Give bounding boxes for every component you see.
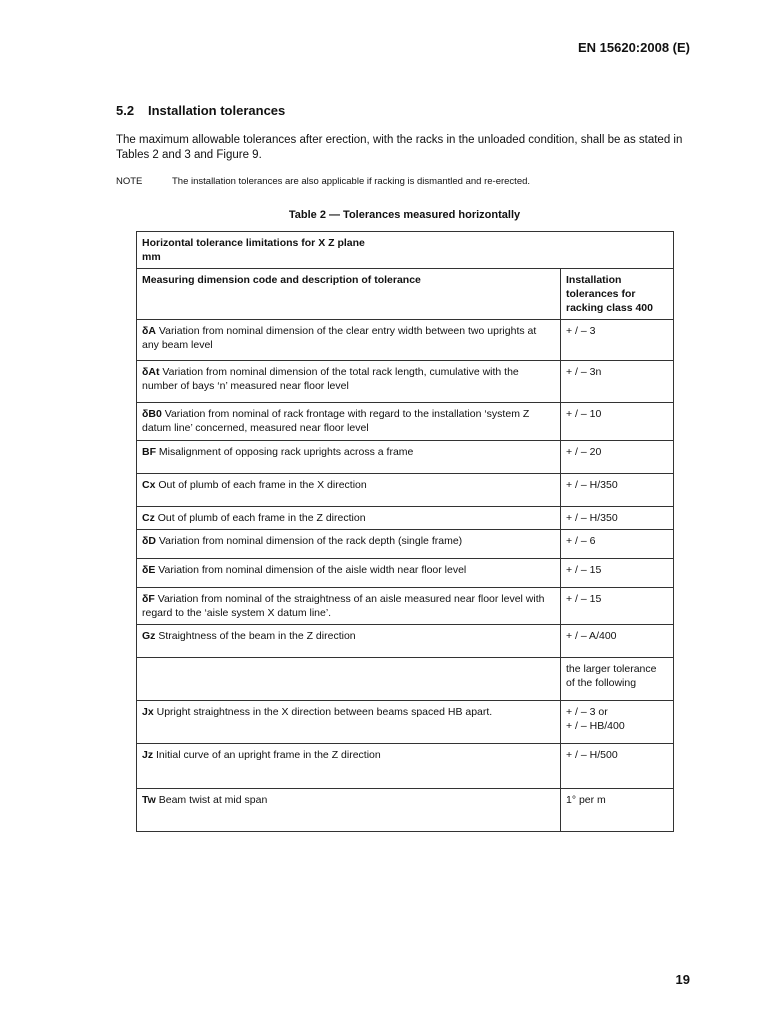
table-header-row (137, 269, 674, 320)
table-title: Horizontal tolerance limitations for X Z plane (142, 237, 365, 249)
row-tolerance: + / – 6 (561, 530, 674, 559)
row-description: Variation from nominal dimension of the clear entry width between two uprights at any beam level (142, 325, 537, 351)
table-unit: mm (142, 251, 161, 263)
table-row (137, 625, 674, 658)
row-description: Initial curve of an upright frame in the Z direction (156, 749, 381, 761)
row-description: Out of plumb of each frame in the X direction (158, 479, 367, 491)
row-tolerance: + / – 15 (561, 588, 674, 625)
table-row (137, 530, 674, 559)
row-tolerance: + / – H/500 (561, 744, 674, 789)
row-tolerance-line2: + / – HB/400 (566, 720, 625, 732)
row-tolerance: + / – 3n (561, 361, 674, 403)
row-tolerance (561, 701, 674, 744)
row-tolerance: + / – 3 (561, 320, 674, 361)
row-description: Variation from nominal dimension of the total rack length, cumulative with the number of bays ‘n’ measured near floor level (142, 366, 519, 392)
col1-header: Measuring dimension code and description of tolerance (137, 269, 561, 320)
table-row (137, 403, 674, 441)
page-number: 19 (675, 972, 690, 987)
tolerance-table (136, 231, 674, 832)
note (116, 176, 698, 187)
note-label: NOTE (116, 176, 143, 187)
table-row (137, 320, 674, 361)
row-tolerance: + / – H/350 (561, 507, 674, 530)
table-row (137, 507, 674, 530)
section-title: Installation tolerances (148, 103, 286, 118)
section-number: 5.2 (116, 103, 135, 118)
row-code: Tw (142, 794, 156, 806)
row-description: Variation from nominal of the straightness of an aisle measured near floor level with regard to the ‘aisle system X datum line’. (142, 593, 545, 619)
row-description: Beam twist at mid span (158, 794, 268, 806)
row-code: Cx (142, 479, 156, 491)
row-code: Jx (142, 706, 154, 718)
row-description: Straightness of the beam in the Z direction (158, 630, 356, 642)
table-row (137, 441, 674, 474)
row-code: δB0 (142, 408, 162, 420)
table-row (137, 789, 674, 832)
col2-header: Installation tolerances for racking class 400 (561, 269, 674, 320)
table-caption: Table 2 — Tolerances measured horizontally (288, 209, 521, 221)
table-row (137, 744, 674, 789)
row-description: Upright straightness in the X direction between beams spaced HB apart. (156, 706, 493, 718)
table-row (137, 474, 674, 507)
row-tolerance: the larger tolerance of the following (561, 658, 674, 701)
row-tolerance: + / – 10 (561, 403, 674, 441)
row-description: Misalignment of opposing rack uprights across a frame (158, 446, 414, 458)
table-row (137, 701, 674, 744)
row-code: δA (142, 325, 156, 337)
table-row (137, 361, 674, 403)
row-description: Variation from nominal dimension of the rack depth (single frame) (158, 535, 463, 547)
row-code: δAt (142, 366, 160, 378)
table-row (137, 559, 674, 588)
row-tolerance: 1° per m (561, 789, 674, 832)
row-code: Gz (142, 630, 156, 642)
row-tolerance: + / – 15 (561, 559, 674, 588)
note-text: The installation tolerances are also applicable if racking is dismantled and re-erected. (172, 176, 531, 187)
row-code: BF (142, 446, 156, 458)
row-code: δD (142, 535, 156, 547)
row-code: Jz (142, 749, 154, 761)
row-description: Variation from nominal of rack frontage with regard to the installation ‘system Z datum line’ concerned, measured near floor level (142, 408, 530, 434)
row-tolerance: + / – 20 (561, 441, 674, 474)
row-code: δF (142, 593, 155, 605)
row-code: Cz (142, 512, 155, 524)
row-tolerance-line1: + / – 3 or (566, 706, 608, 718)
table-row (137, 658, 674, 701)
body-paragraph: The maximum allowable tolerances after erection, with the racks in the unloaded condition, shall be as stated in Tables 2 and 3 and Figure 9. (116, 134, 683, 161)
row-tolerance: + / – A/400 (561, 625, 674, 658)
row-description: Out of plumb of each frame in the Z direction (157, 512, 366, 524)
row-description: Variation from nominal dimension of the aisle width near floor level (158, 564, 467, 576)
table-title-row (137, 232, 674, 269)
row-tolerance: + / – H/350 (561, 474, 674, 507)
section-heading (116, 103, 285, 118)
row-code: δE (142, 564, 156, 576)
table-row (137, 588, 674, 625)
document-id: EN 15620:2008 (E) (577, 40, 690, 55)
